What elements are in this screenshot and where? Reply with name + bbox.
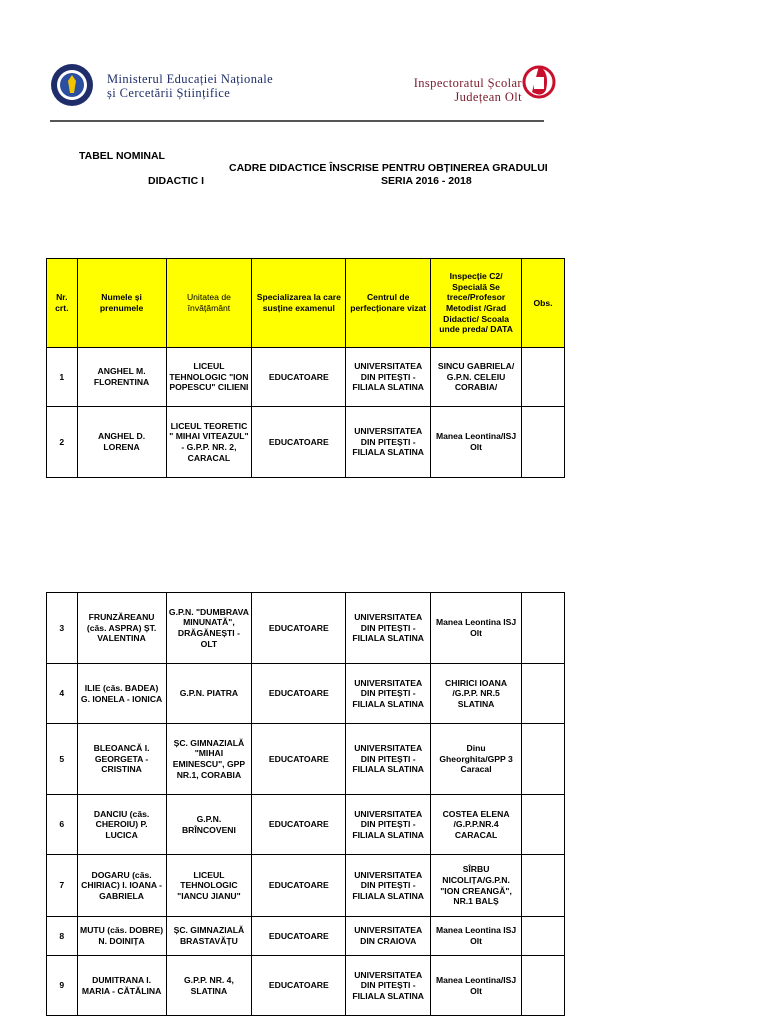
title-didactic-grade: DIDACTIC I	[148, 175, 204, 187]
cell-center: UNIVERSITATEA DIN PITEȘTI - FILIALA SLATINA	[346, 593, 431, 664]
cell-inspection: Manea Leontina/ISJ Olt	[431, 407, 522, 478]
cell-name: ANGHEL D. LORENA	[77, 407, 166, 478]
cell-unit: G.P.N. PIATRA	[166, 664, 252, 724]
cell-specialization: EDUCATOARE	[252, 956, 346, 1016]
cell-nr: 6	[47, 795, 78, 855]
ministry-seal-icon	[50, 63, 94, 107]
cell-specialization: EDUCATOARE	[252, 407, 346, 478]
column-header-obs: Obs.	[522, 259, 565, 348]
table-row	[47, 795, 565, 855]
cell-obs	[522, 795, 565, 855]
cell-unit: G.P.P. NR. 4, SLATINA	[166, 956, 252, 1016]
cell-unit: G.P.N. "DUMBRAVA MINUNATĂ", DRĂGĂNEȘTI - OLT	[166, 593, 252, 664]
cell-nr: 3	[47, 593, 78, 664]
cell-nr: 9	[47, 956, 78, 1016]
table-row	[47, 956, 565, 1016]
cell-name: FRUNZĂREANU (căs. ASPRA) ȘT. VALENTINA	[77, 593, 166, 664]
cell-specialization: EDUCATOARE	[252, 348, 346, 407]
nominal-table-top	[46, 258, 565, 478]
title-tabel-nominal: TABEL NOMINAL	[79, 150, 165, 162]
nominal-table-bottom	[46, 592, 565, 1016]
cell-unit: LICEUL TEHNOLOGIC "IANCU JIANU"	[166, 855, 252, 917]
cell-inspection: SÎRBU NICOLIȚA/G.P.N. "ION CREANGĂ", NR.1 BALȘ	[431, 855, 522, 917]
column-header-center: Centrul de perfecționare vizat	[346, 259, 431, 348]
cell-nr: 7	[47, 855, 78, 917]
table-row	[47, 855, 565, 917]
cell-obs	[522, 956, 565, 1016]
cell-specialization: EDUCATOARE	[252, 855, 346, 917]
column-header-inspection: Inspecție C2/ Specială Se trece/Profesor Metodist /Grad Didactic/ Scoala unde preda/ DATA	[431, 259, 522, 348]
table-row	[47, 593, 565, 664]
table-row	[47, 664, 565, 724]
cell-name: ANGHEL M. FLORENTINA	[77, 348, 166, 407]
cell-nr: 1	[47, 348, 78, 407]
cell-name: MUTU (căs. DOBRE) N. DOINIȚA	[77, 917, 166, 956]
table-row	[47, 917, 565, 956]
cell-nr: 2	[47, 407, 78, 478]
title-cadre-didactice: CADRE DIDACTICE ÎNSCRISE PENTRU OBȚINEREA GRADULUI	[229, 162, 548, 174]
inspectorate-seal-icon	[522, 60, 556, 110]
cell-specialization: EDUCATOARE	[252, 664, 346, 724]
column-header-nr: Nr. crt.	[47, 259, 78, 348]
cell-nr: 4	[47, 664, 78, 724]
column-header-specialization: Specializarea la care susține examenul	[252, 259, 346, 348]
cell-obs	[522, 593, 565, 664]
cell-specialization: EDUCATOARE	[252, 917, 346, 956]
cell-obs	[522, 348, 565, 407]
cell-center: UNIVERSITATEA DIN CRAIOVA	[346, 917, 431, 956]
cell-center: UNIVERSITATEA DIN PITEȘTI - FILIALA SLATINA	[346, 348, 431, 407]
cell-obs	[522, 724, 565, 795]
cell-center: UNIVERSITATEA DIN PITEȘTI - FILIALA SLATINA	[346, 855, 431, 917]
inspectorate-line-2: Județean Olt	[454, 90, 522, 104]
cell-nr: 5	[47, 724, 78, 795]
table-row	[47, 724, 565, 795]
cell-obs	[522, 917, 565, 956]
cell-obs	[522, 407, 565, 478]
title-series: SERIA 2016 - 2018	[381, 175, 472, 187]
cell-name: DOGARU (căs. CHIRIAC) I. IOANA - GABRIELA	[77, 855, 166, 917]
column-header-name: Numele și prenumele	[77, 259, 166, 348]
cell-center: UNIVERSITATEA DIN PITEȘTI - FILIALA SLATINA	[346, 407, 431, 478]
cell-unit: LICEUL TEORETIC " MIHAI VITEAZUL" - G.P.P. NR. 2, CARACAL	[166, 407, 252, 478]
table-header-row	[47, 259, 565, 348]
cell-obs	[522, 664, 565, 724]
header-divider	[50, 120, 544, 122]
cell-inspection: Manea Leontina ISJ Olt	[431, 917, 522, 956]
cell-name: ILIE (căs. BADEA) G. IONELA - IONICA	[77, 664, 166, 724]
cell-name: BLEOANCĂ I. GEORGETA - CRISTINA	[77, 724, 166, 795]
cell-inspection: Dinu Gheorghita/GPP 3 Caracal	[431, 724, 522, 795]
cell-inspection: CHIRICI IOANA /G.P.P. NR.5 SLATINA	[431, 664, 522, 724]
cell-inspection: Manea Leontina/ISJ Olt	[431, 956, 522, 1016]
ministry-line-1: Ministerul Educației Naționale	[107, 72, 274, 86]
cell-unit: LICEUL TEHNOLOGIC "ION POPESCU" CILIENI	[166, 348, 252, 407]
cell-unit: ȘC. GIMNAZIALĂ "MIHAI EMINESCU", GPP NR.1, CORABIA	[166, 724, 252, 795]
table-row	[47, 407, 565, 478]
cell-inspection: Manea Leontina ISJ Olt	[431, 593, 522, 664]
table-row	[47, 348, 565, 407]
inspectorate-name	[400, 76, 522, 104]
ministry-name	[107, 72, 337, 100]
cell-specialization: EDUCATOARE	[252, 795, 346, 855]
cell-name: DUMITRANA I. MARIA - CĂTĂLINA	[77, 956, 166, 1016]
cell-center: UNIVERSITATEA DIN PITEȘTI - FILIALA SLATINA	[346, 664, 431, 724]
cell-unit: G.P.N. BRÎNCOVENI	[166, 795, 252, 855]
cell-name: DANCIU (căs. CHEROIU) P. LUCICA	[77, 795, 166, 855]
cell-specialization: EDUCATOARE	[252, 593, 346, 664]
cell-center: UNIVERSITATEA DIN PITEȘTI - FILIALA SLATINA	[346, 795, 431, 855]
cell-inspection: COSTEA ELENA /G.P.P.NR.4 CARACAL	[431, 795, 522, 855]
cell-specialization: EDUCATOARE	[252, 724, 346, 795]
cell-unit: ȘC. GIMNAZIALĂ BRASTAVĂȚU	[166, 917, 252, 956]
cell-nr: 8	[47, 917, 78, 956]
column-header-unit: Unitatea de învățământ	[166, 259, 252, 348]
cell-center: UNIVERSITATEA DIN PITEȘTI - FILIALA SLATINA	[346, 956, 431, 1016]
cell-obs	[522, 855, 565, 917]
ministry-line-2: și Cercetării Științifice	[107, 86, 231, 100]
cell-inspection: SINCU GABRIELA/ G.P.N. CELEIU CORABIA/	[431, 348, 522, 407]
inspectorate-line-1: Inspectoratul Școlar	[413, 76, 522, 90]
cell-center: UNIVERSITATEA DIN PITEȘTI - FILIALA SLATINA	[346, 724, 431, 795]
